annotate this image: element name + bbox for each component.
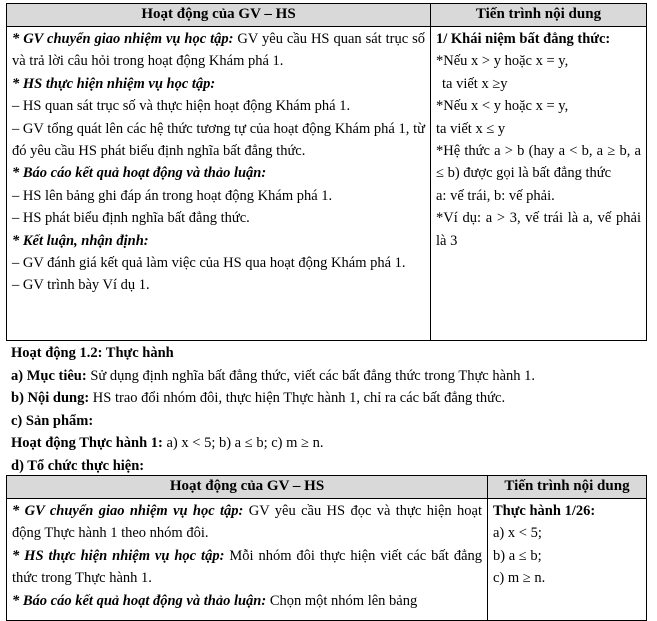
step-text: Mỗi nhóm đôi thực hiện viết các bất đẳng thức trong Thực hành 1. bbox=[12, 547, 482, 587]
step-text: Chọn một nhóm lên bảng bbox=[266, 592, 418, 609]
section-title: 1/ Khái niệm bất đẳng thức: bbox=[436, 31, 611, 47]
content-line: a: vế trái, b: vế phải. bbox=[436, 187, 555, 204]
goal-label: a) Mục tiêu: bbox=[11, 367, 87, 384]
activity-title: Hoạt động 1.2: Thực hành bbox=[11, 345, 174, 361]
teacher-student-activity-cell bbox=[7, 27, 431, 341]
content-progress-cell bbox=[431, 27, 647, 341]
section-title: Thực hành 1/26: bbox=[493, 503, 596, 519]
content-line: *Nếu x > y hoặc x = y, bbox=[436, 53, 569, 70]
header-content-progress: Tiến trình nội dung bbox=[431, 4, 647, 27]
goal-text: Sử dụng định nghĩa bất đẳng thức, viết các bất đẳng thức trong Thực hành 1. bbox=[86, 367, 536, 384]
step-text: – GV trình bày Ví dụ 1. bbox=[12, 277, 150, 294]
step-text: GV yêu cầu HS đọc và thực hiện hoạt động Thực hành 1 theo nhóm đôi. bbox=[12, 503, 482, 542]
header-teacher-student-activity: Hoạt động của GV – HS bbox=[7, 476, 488, 499]
step-label: * HS thực hiện nhiệm vụ học tập: bbox=[12, 75, 216, 92]
content-line: a) x < 5; bbox=[493, 525, 542, 542]
content-progress-cell bbox=[488, 499, 647, 621]
header-content-progress: Tiến trình nội dung bbox=[488, 476, 647, 499]
activity-table-2 bbox=[6, 475, 647, 621]
organization-label: d) Tổ chức thực hiện: bbox=[11, 457, 145, 474]
content-line: *Ví dụ: a > 3, vế trái là a, vế phải là 3 bbox=[436, 210, 641, 249]
activity-description bbox=[11, 342, 651, 478]
content-line: b) a ≤ b; bbox=[493, 547, 542, 564]
header-teacher-student-activity: Hoạt động của GV – HS bbox=[7, 4, 431, 27]
step-text: – HS phát biểu định nghĩa bất đẳng thức. bbox=[12, 210, 250, 227]
step-text: – GV đánh giá kết quả làm việc của HS qua hoạt động Khám phá 1. bbox=[12, 255, 406, 272]
step-label: * Báo cáo kết quả hoạt động và thảo luận: bbox=[12, 592, 267, 609]
activity-table-1 bbox=[6, 3, 647, 341]
step-label: * Kết luận, nhận định: bbox=[12, 232, 149, 249]
step-label: * HS thực hiện nhiệm vụ học tập: bbox=[12, 547, 225, 564]
step-label: * Báo cáo kết quả hoạt động và thảo luận: bbox=[12, 165, 267, 182]
content-label: b) Nội dung: bbox=[11, 390, 90, 407]
step-text: – HS lên bảng ghi đáp án trong hoạt động Khám phá 1. bbox=[12, 187, 333, 204]
practice-text: a) x < 5; b) a ≤ b; c) m ≥ n. bbox=[162, 435, 324, 452]
step-label: * GV chuyển giao nhiệm vụ học tập: bbox=[12, 31, 234, 47]
product-label: c) Sản phẩm: bbox=[11, 412, 94, 429]
step-text: – GV tổng quát lên các hệ thức tương tự của hoạt động Khám phá 1, từ đó yêu cầu HS phát biểu định nghĩa bất đẳng thức. bbox=[12, 120, 425, 160]
step-text: GV yêu cầu HS quan sát trục số và trả lời câu hỏi trong hoạt động Khám phá 1. bbox=[12, 31, 425, 70]
teacher-student-activity-cell bbox=[7, 499, 488, 621]
step-text: – HS quan sát trục số và thực hiện hoạt động Khám phá 1. bbox=[12, 98, 351, 115]
content-line: *Nếu x < y hoặc x = y, bbox=[436, 98, 569, 115]
content-line: ta viết x ≤ y bbox=[436, 120, 506, 137]
content-text: HS trao đổi nhóm đôi, thực hiện Thực hành 1, chỉ ra các bất đẳng thức. bbox=[89, 390, 506, 407]
content-line: ta viết x ≥y bbox=[442, 75, 508, 92]
step-label: * GV chuyển giao nhiệm vụ học tập: bbox=[12, 503, 244, 519]
practice-label: Hoạt động Thực hành 1: bbox=[11, 435, 163, 452]
content-line: c) m ≥ n. bbox=[493, 570, 546, 587]
content-line: *Hệ thức a > b (hay a < b, a ≥ b, a ≤ b) được gọi là bất đẳng thức bbox=[436, 143, 641, 182]
